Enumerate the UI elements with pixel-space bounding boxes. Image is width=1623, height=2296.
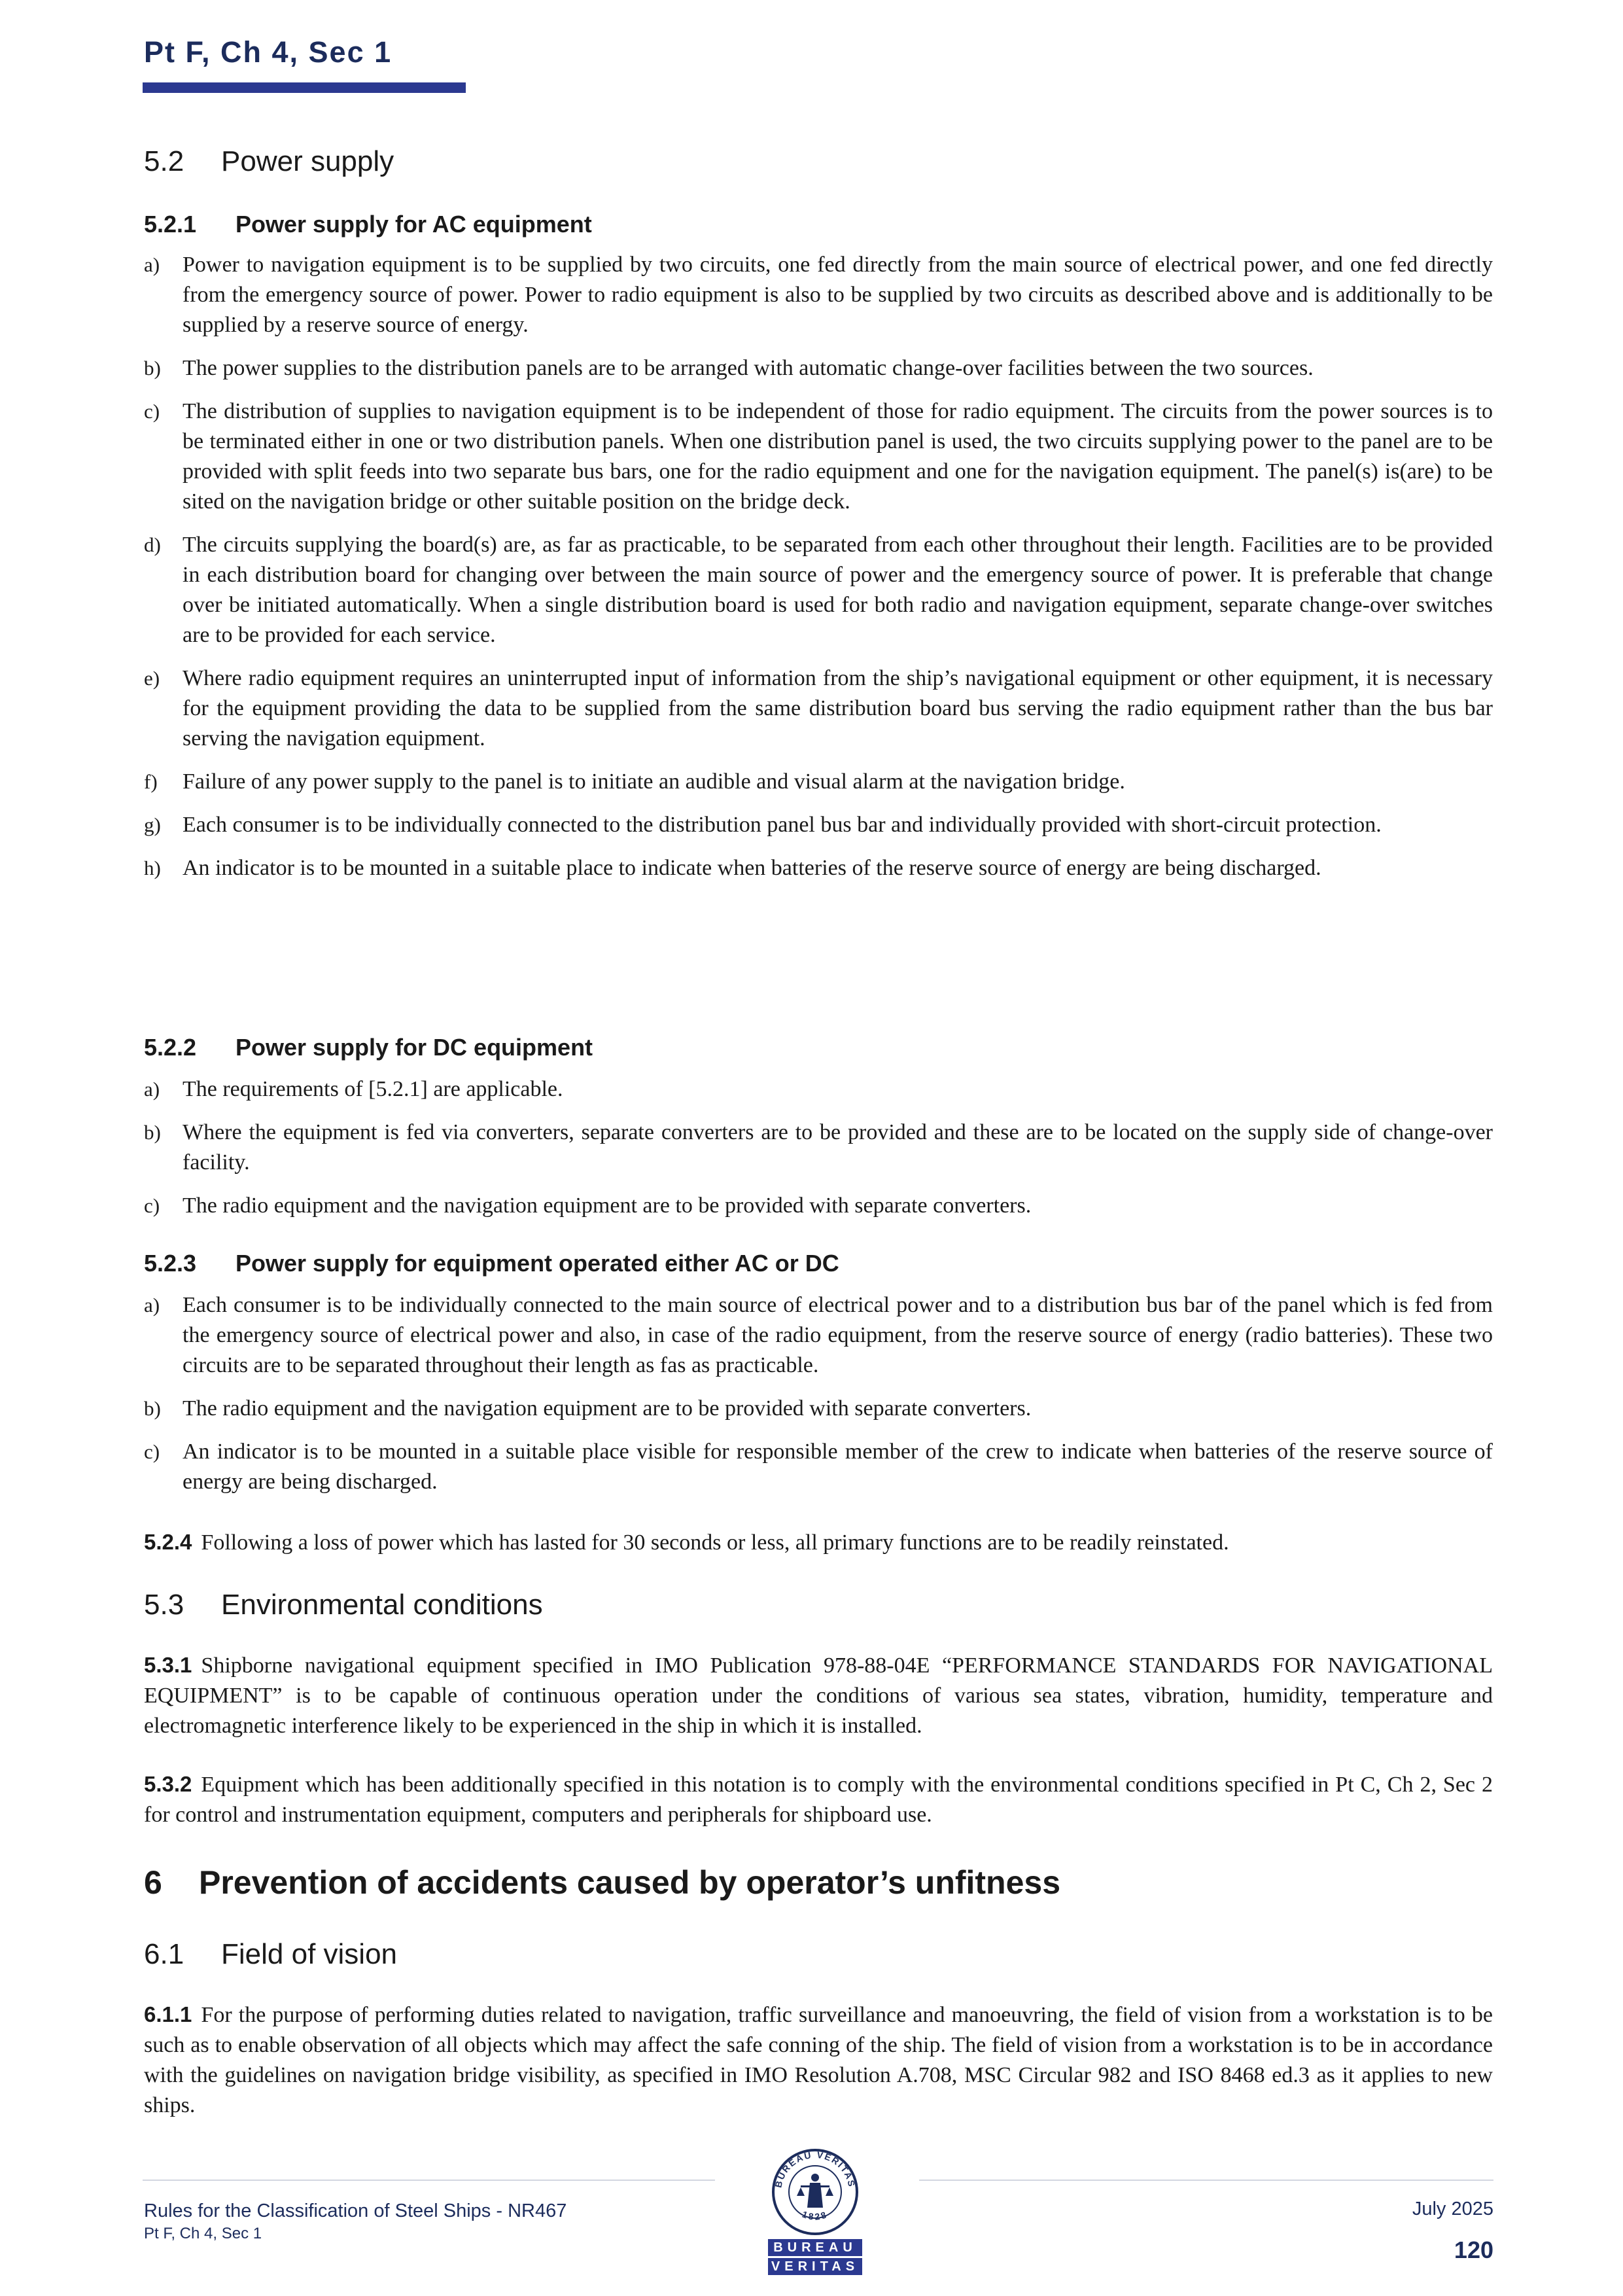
paragraph-5-3-1	[144, 1650, 1493, 1741]
footer-section-ref: Pt F, Ch 4, Sec 1	[144, 2225, 262, 2242]
heading-number: 5.3	[144, 1589, 184, 1621]
heading-title: Prevention of accidents caused by operator’s unfitness	[199, 1864, 1061, 1901]
list-item	[144, 1394, 1493, 1424]
heading-5-2-2	[144, 1034, 593, 1061]
list-5-2-3	[144, 1290, 1493, 1497]
logo-ring-text: BUREAU VERITAS	[773, 2149, 858, 2189]
header-rule	[143, 82, 466, 93]
list-item	[144, 1437, 1493, 1497]
list-marker: c)	[144, 1440, 160, 1463]
logo-seal-icon	[763, 2147, 867, 2236]
heading-6-1	[144, 1938, 397, 1971]
page-number: 120	[1454, 2236, 1493, 2263]
list-marker: c)	[144, 400, 160, 423]
list-text: The radio equipment and the navigation equipment are to be provided with separate converters.	[183, 1396, 1032, 1421]
heading-5-2	[144, 145, 394, 178]
list-item	[144, 530, 1493, 650]
bureau-veritas-logo	[763, 2147, 867, 2276]
paragraph-number: 5.3.2	[144, 1772, 192, 1796]
list-marker: h)	[144, 857, 161, 879]
svg-text:BUREAU VERITAS	[773, 2149, 857, 2189]
list-marker: b)	[144, 1121, 161, 1144]
list-text: The requirements of [5.2.1] are applicable.	[183, 1077, 563, 1101]
paragraph-text: Shipborne navigational equipment specified in IMO Publication 978-88-04E “PERFORMANCE STANDARDS FOR NAVIGATIONAL EQUIPMENT” is to be capable of continuous operation under the conditions of various sea states, vibration, humidity, temperature and electromagnetic interference likely to be experienced in the ship in which it is installed.	[144, 1653, 1493, 1738]
footer-document-info	[144, 2199, 567, 2244]
footer-document-title: Rules for the Classification of Steel Ships - NR467	[144, 2200, 567, 2221]
heading-number: 5.2	[144, 145, 184, 177]
list-item	[144, 1191, 1493, 1221]
paragraph-5-2-4	[144, 1527, 1493, 1558]
list-marker: a)	[144, 1294, 160, 1316]
running-header: Pt F, Ch 4, Sec 1	[144, 35, 393, 69]
list-item	[144, 767, 1493, 797]
heading-number: 6	[144, 1864, 162, 1901]
logo-year-text: 1828	[801, 2208, 829, 2222]
paragraph-text: Equipment which has been additionally specified in this notation is to comply with the environmental conditions specified in Pt C, Ch 2, Sec 2 for control and instrumentation equipment, computers and peripherals for shipboard use.	[144, 1773, 1493, 1827]
heading-5-3	[144, 1589, 543, 1621]
list-5-2-1	[144, 250, 1493, 883]
logo-figure-icon	[797, 2174, 833, 2208]
list-marker: c)	[144, 1194, 160, 1217]
list-item	[144, 1074, 1493, 1104]
list-text: Where radio equipment requires an uninterrupted input of information from the ship’s navigational equipment or other equipment, it is necessary for the equipment providing the data to be supplied from the same distribution board bus serving the radio equipment rather than the bus bar serving the navigation equipment.	[183, 666, 1493, 751]
list-text: Where the equipment is fed via converters, separate converters are to be provided and these are to be located on the supply side of change-over facility.	[183, 1120, 1493, 1174]
list-text: Power to navigation equipment is to be supplied by two circuits, one fed directly from the main source of electrical power, and one fed directly from the emergency source of power. Power to radio equipment is also to be supplied by two circuits as described above and is additionally to be supplied by a reserve source of energy.	[183, 253, 1493, 337]
list-text: An indicator is to be mounted in a suitable place to indicate when batteries of the reserve source of energy are being discharged.	[183, 856, 1321, 880]
svg-text:1828	[801, 2209, 829, 2222]
heading-number: 5.2.3	[144, 1250, 197, 1277]
heading-number: 6.1	[144, 1938, 184, 1970]
list-marker: a)	[144, 253, 160, 276]
list-marker: g)	[144, 813, 161, 836]
footer-rule-left	[143, 2180, 715, 2181]
list-marker: b)	[144, 357, 161, 380]
list-text: The distribution of supplies to navigation equipment is to be independent of those for radio equipment. The circuits from the power sources is to be terminated either in one or two distribution panels. When one distribution panel is used, the two circuits supplying power to the panel are to be provided with split feeds into two separate bus bars, one for the radio equipment and one for the navigation equipment. The panel(s) is(are) to be sited on the navigation bridge or other suitable position on the bridge deck.	[183, 399, 1493, 514]
list-marker: a)	[144, 1078, 160, 1101]
heading-6	[144, 1863, 1060, 1901]
heading-title: Power supply for DC equipment	[236, 1034, 593, 1061]
logo-word-top: BUREAU	[768, 2239, 862, 2256]
heading-5-2-3	[144, 1250, 839, 1277]
heading-title: Field of vision	[221, 1938, 398, 1970]
list-item	[144, 853, 1493, 883]
heading-number: 5.2.1	[144, 211, 197, 238]
list-item	[144, 810, 1493, 840]
paragraph-text: For the purpose of performing duties related to navigation, traffic surveillance and manoeuvring, the field of vision from a workstation is to be such as to enable observation of all objects which may affect the safe conning of the ship. The field of vision from a workstation is to be in accordance with the guidelines on navigation bridge visibility, as specified in IMO Resolution A.708, MSC Circular 982 and ISO 8468 ed.3 as it applies to new ships.	[144, 2003, 1493, 2117]
list-item	[144, 353, 1493, 383]
list-marker: d)	[144, 533, 161, 556]
logo-word-bottom: VERITAS	[768, 2258, 862, 2275]
list-text: Each consumer is to be individually connected to the distribution panel bus bar and individually provided with short-circuit protection.	[183, 813, 1382, 837]
footer-date: July 2025	[1412, 2199, 1493, 2219]
list-text: Failure of any power supply to the panel is to initiate an audible and visual alarm at the navigation bridge.	[183, 769, 1125, 794]
list-marker: e)	[144, 667, 160, 690]
list-text: The power supplies to the distribution panels are to be arranged with automatic change-over facilities between the two sources.	[183, 356, 1314, 380]
paragraph-text: Following a loss of power which has lasted for 30 seconds or less, all primary functions are to be readily reinstated.	[201, 1530, 1229, 1555]
list-text: An indicator is to be mounted in a suitable place visible for responsible member of the crew to indicate when batteries of the reserve source of energy are being discharged.	[183, 1439, 1493, 1494]
heading-title: Power supply	[221, 145, 394, 177]
footer-rule-right	[919, 2180, 1493, 2181]
heading-title: Power supply for AC equipment	[236, 211, 592, 238]
paragraph-number: 5.2.4	[144, 1530, 192, 1554]
list-5-2-2	[144, 1074, 1493, 1221]
list-text: The circuits supplying the board(s) are, as far as practicable, to be separated from each other throughout their length. Facilities are to be provided in each distribution board for changing over between the main source of power and the emergency source of power. It is preferable that change over be initiated automatically. When a single distribution board is used for both radio and navigation equipment, separate change-over switches are to be provided for each service.	[183, 533, 1493, 647]
heading-title: Power supply for equipment operated either AC or DC	[236, 1250, 839, 1277]
list-marker: f)	[144, 770, 158, 793]
list-text: The radio equipment and the navigation equipment are to be provided with separate converters.	[183, 1193, 1032, 1218]
heading-5-2-1	[144, 211, 592, 238]
paragraph-number: 5.3.1	[144, 1653, 192, 1677]
paragraph-6-1-1	[144, 2000, 1493, 2121]
list-marker: b)	[144, 1397, 161, 1420]
list-item	[144, 397, 1493, 517]
paragraph-5-3-2	[144, 1769, 1493, 1830]
heading-title: Environmental conditions	[221, 1589, 543, 1621]
list-item	[144, 1118, 1493, 1178]
list-text: Each consumer is to be individually connected to the main source of electrical power and to a distribution bus bar of the panel which is fed from the emergency source of electrical power and also, in case of the radio equipment, from the reserve source of energy (radio batteries). These two circuits are to be separated throughout their length as fas as practicable.	[183, 1293, 1493, 1377]
heading-number: 5.2.2	[144, 1034, 197, 1061]
list-item	[144, 250, 1493, 340]
list-item	[144, 663, 1493, 754]
paragraph-number: 6.1.1	[144, 2002, 192, 2026]
list-item	[144, 1290, 1493, 1381]
